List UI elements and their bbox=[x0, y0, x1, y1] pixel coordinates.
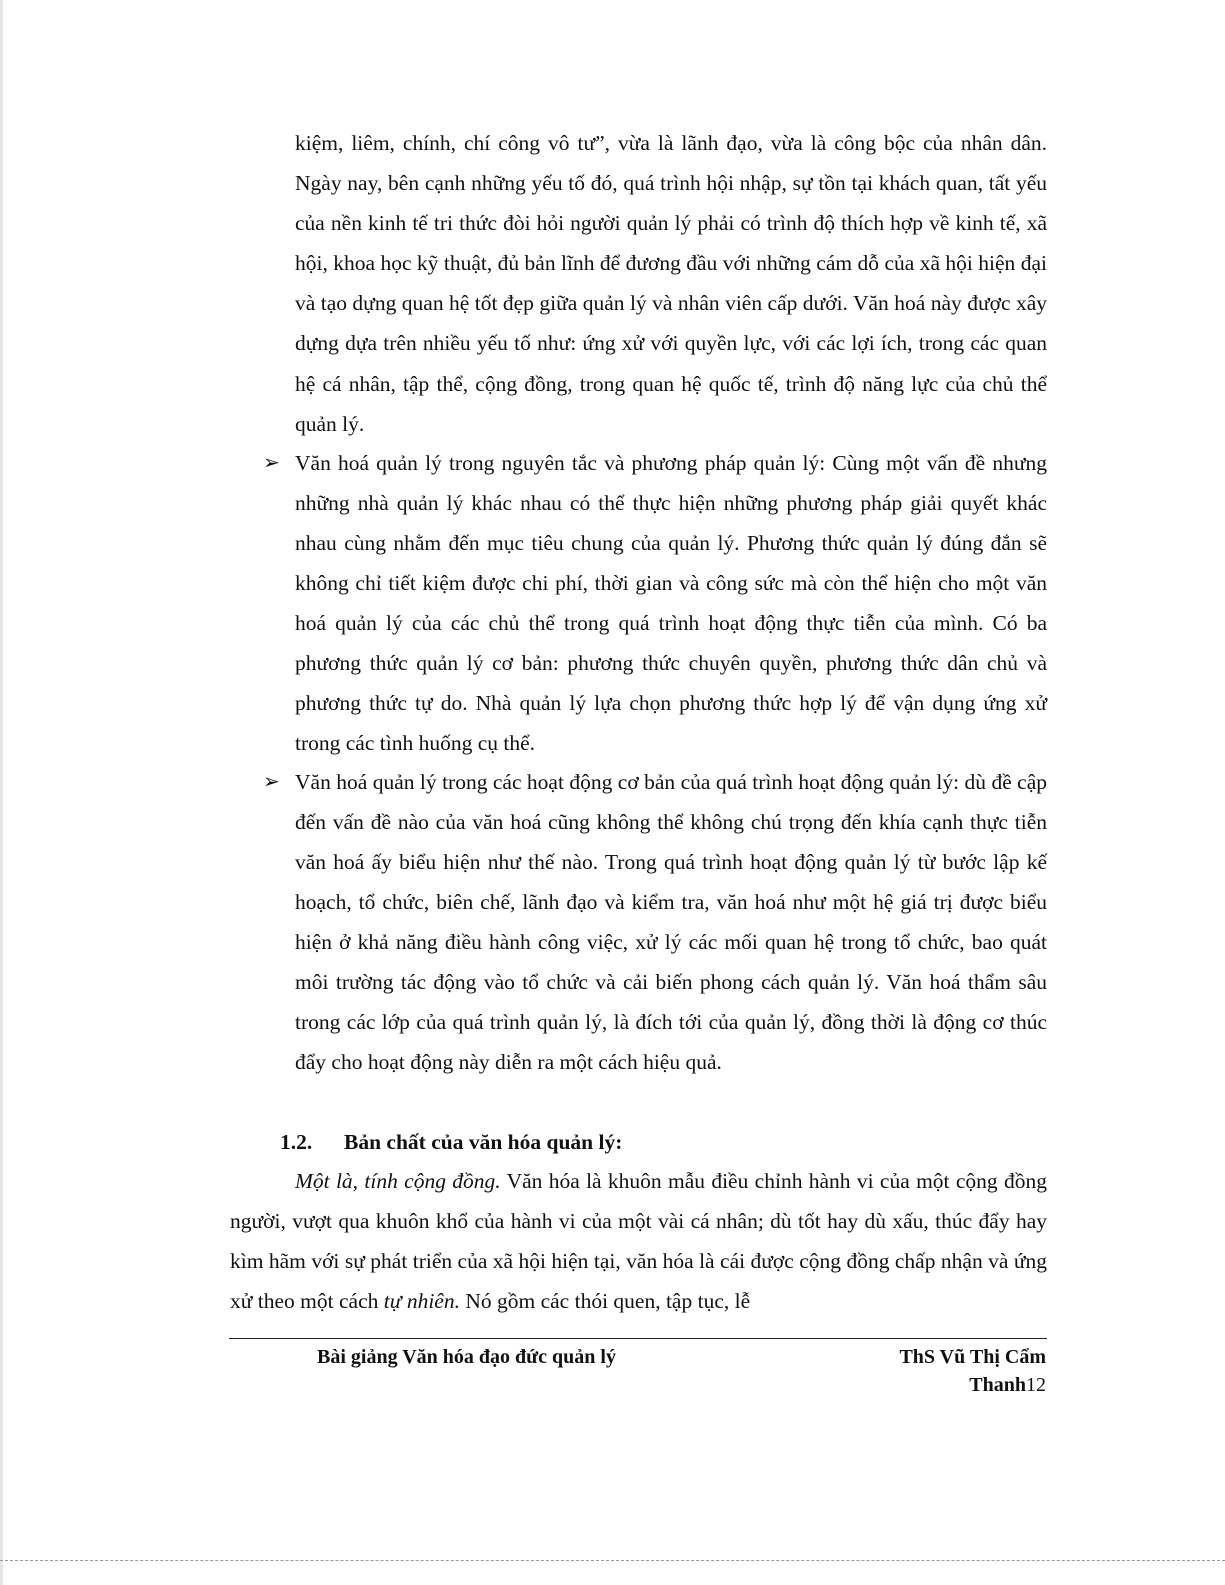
italic-phrase: tự nhiên. bbox=[383, 1289, 460, 1313]
section-heading bbox=[280, 1122, 1040, 1162]
arrow-bullet-icon: ➢ bbox=[263, 452, 280, 474]
paragraph-community bbox=[230, 1161, 1047, 1321]
scan-edge bbox=[0, 0, 3, 1585]
page-number: 12 bbox=[1026, 1374, 1046, 1396]
arrow-bullet-icon: ➢ bbox=[263, 771, 280, 793]
footer-author-line1: ThS Vũ Thị Cẩm bbox=[899, 1346, 1046, 1368]
bullet-item-methods bbox=[263, 443, 1047, 763]
bullet-item-activities bbox=[263, 762, 1047, 1082]
bullet-text: Văn hoá quản lý trong nguyên tắc và phương pháp quản lý: Cùng một vấn đề nhưng những nhà quản lý khác nhau có thể thực hiện những phương pháp giải quyết khác nhau cùng nhằm đến mục tiêu chung của quản lý. Phương thức quản lý đúng đắn sẽ không chỉ tiết kiệm được chi phí, thời gian và công sức mà còn thể hiện cho một văn hoá quản lý của các chủ thể trong quá trình hoạt động thực tiễn của mình. Có ba phương thức quản lý cơ bản: phương thức chuyên quyền, phương thức dân chủ và phương thức tự do. Nhà quản lý lựa chọn phương thức hợp lý để vận dụng ứng xử trong các tình huống cụ thể. bbox=[295, 451, 1047, 755]
paragraph-lead: Một là, tính cộng đồng. bbox=[295, 1169, 501, 1193]
footer-author bbox=[850, 1343, 1046, 1399]
footer-author-name: Thanh bbox=[969, 1374, 1026, 1396]
paragraph-text-end: Nó gồm các thói quen, tập tục, lễ bbox=[459, 1289, 751, 1313]
paragraph-text: Văn hóa là khuôn mẫu điều chỉnh hành vi của một cộng đồng người, vượt qua khuôn khổ của hành vi của một vài cá nhân; dù tốt hay dù xấu, thúc đẩy hay kìm hãm với sự phát triển của xã hội hiện tại, văn hóa là cái được cộng đồng chấp nhận và ứng xử theo một cách bbox=[230, 1169, 1047, 1313]
section-number: 1.2. bbox=[280, 1130, 313, 1154]
bullet-text: Văn hoá quản lý trong các hoạt động cơ bản của quá trình hoạt động quản lý: dù đề cập đến vấn đề nào của văn hoá cũng không thể không chú trọng đến khía cạnh thực tiễn văn hoá ấy biểu hiện như thế nào. Trong quá trình hoạt động quản lý từ bước lập kế hoạch, tổ chức, biên chế, lãnh đạo và kiểm tra, văn hoá như một hệ giá trị được biểu hiện ở khả năng điều hành công việc, xử lý các mối quan hệ trong tổ chức, bao quát môi trường tác động vào tổ chức và cải biến phong cách quản lý. Văn hoá thẩm sâu trong các lớp của quá trình quản lý, là đích tới của quản lý, đồng thời là động cơ thúc đẩy cho hoạt động này diễn ra một cách hiệu quả. bbox=[295, 770, 1047, 1074]
scan-bottom-edge bbox=[0, 1560, 1225, 1561]
footer-course-title: Bài giảng Văn hóa đạo đức quản lý bbox=[317, 1346, 616, 1368]
section-title: Bản chất của văn hóa quản lý: bbox=[344, 1130, 623, 1154]
footer-author-line2 bbox=[850, 1371, 1046, 1399]
footer-divider bbox=[229, 1338, 1047, 1339]
paragraph-continuation: kiệm, liêm, chính, chí công vô tư”, vừa là lãnh đạo, vừa là công bộc của nhân dân. Ngày nay, bên cạnh những yếu tố đó, quá trình hội nhập, sự tồn tại khách quan, tất yếu của nền kinh tế tri thức đòi hỏi người quản lý phải có trình độ thích hợp về kinh tế, xã hội, khoa học kỹ thuật, đủ bản lĩnh để đương đầu với những cám dỗ của xã hội hiện đại và tạo dựng quan hệ tốt đẹp giữa quản lý và nhân viên cấp dưới. Văn hoá này được xây dựng dựa trên nhiều yếu tố như: ứng xử với quyền lực, với các lợi ích, trong các quan hệ cá nhân, tập thể, cộng đồng, trong quan hệ quốc tế, trình độ năng lực của chủ thể quản lý. bbox=[295, 131, 1047, 436]
